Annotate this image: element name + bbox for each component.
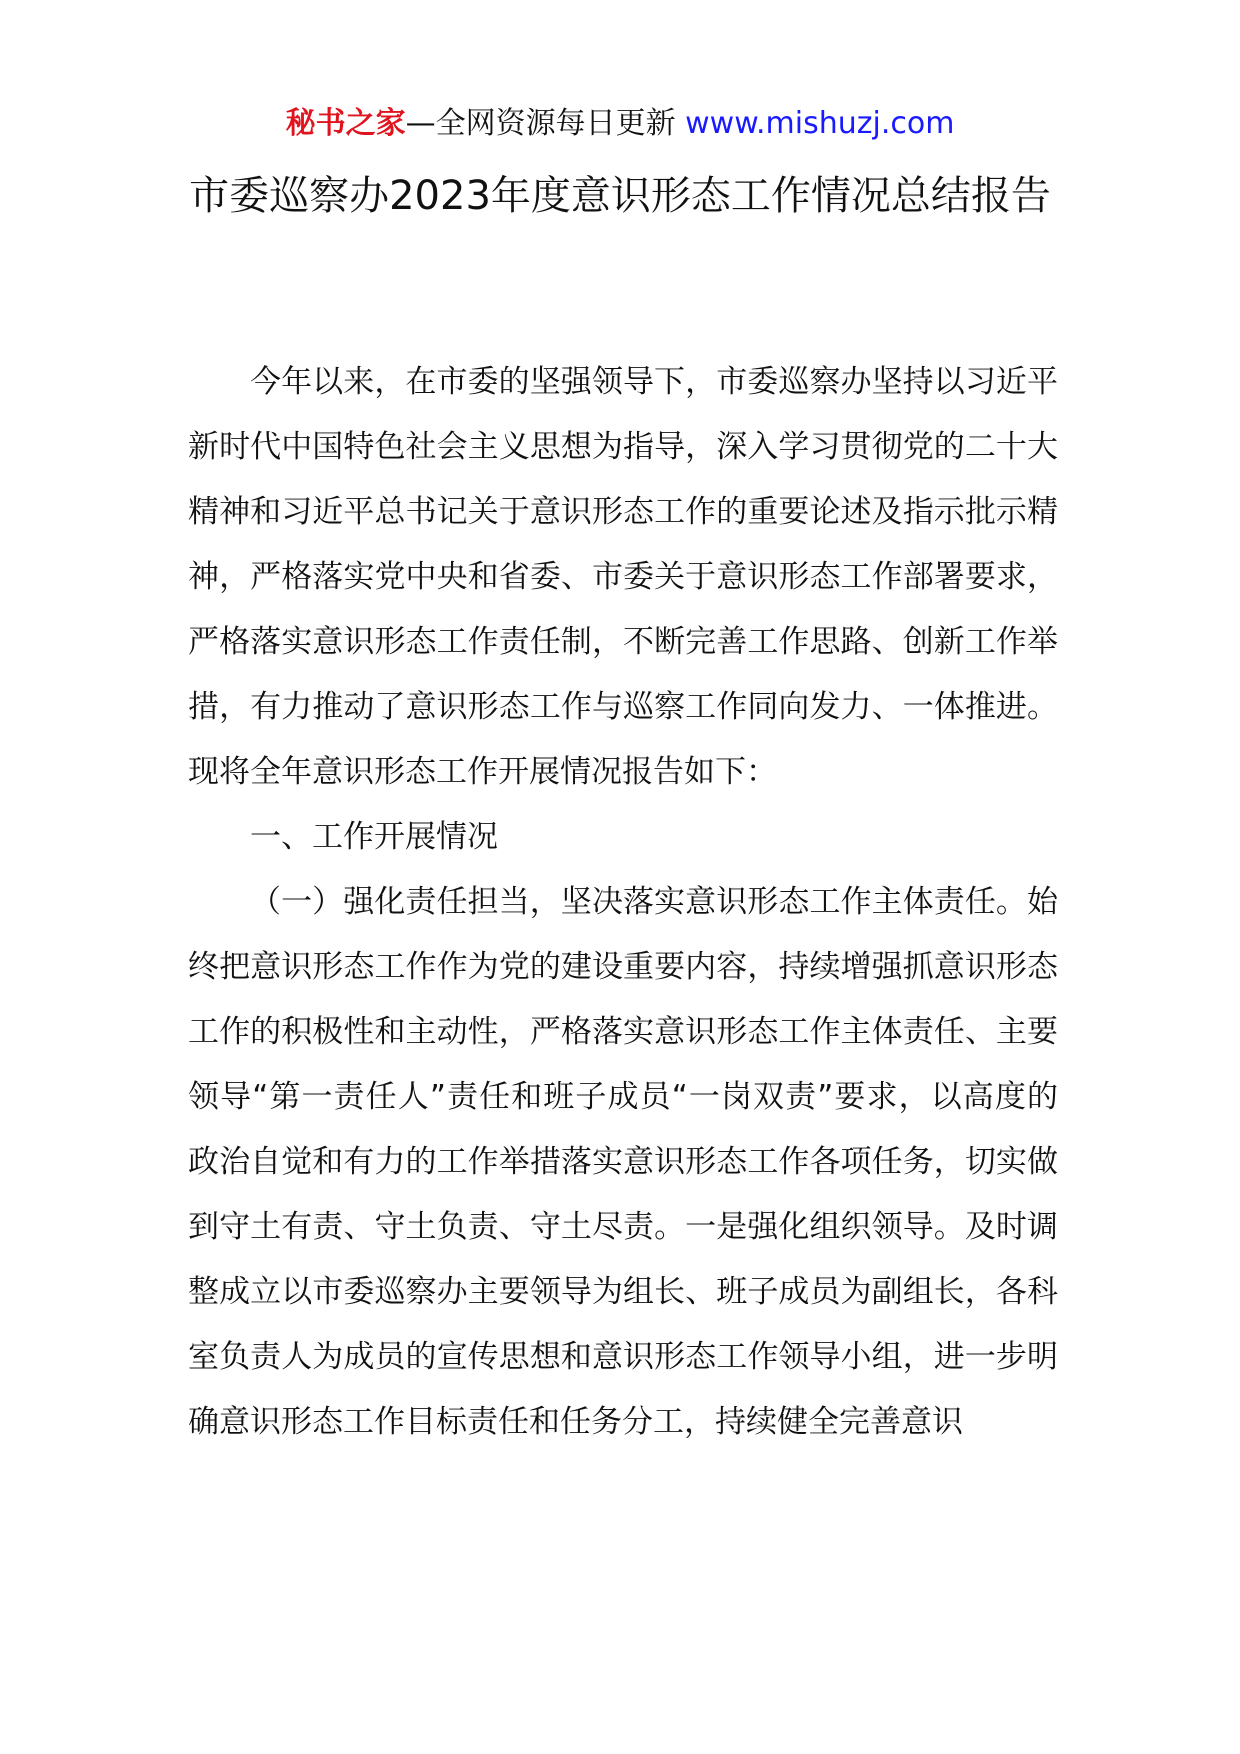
- section-1-heading: 一、工作开展情况: [250, 819, 498, 855]
- section-1-paragraph-1: （一）强化责任担当，坚决落实意识形态工作主体责任。始终把意识形态工作作为党的建设重要内容，持续增强抓意识形态工作的积极性和主动性，严格落实意识形态工作主体责任、主要领导“第一责任人”责任和班子成员“一岗双责”要求，以高度的政治自觉和有力的工作举措落实意识形态工作各项任务，切实做到守土有责、守土负责、守土尽责。一是强化组织领导。及时调整成立以市委巡察办主要领导为组长、班子成员为副组长，各科室负责人为成员的宣传思想和意识形态工作领导小组，进一步明确意识形态工作目标责任和任务分工，持续健全完善意识: [188, 884, 1058, 1440]
- document-title: 市委巡察办2023年度意识形态工作情况总结报告: [189, 173, 1051, 219]
- intro-paragraph: 今年以来，在市委的坚强领导下，市委巡察办坚持以习近平新时代中国特色社会主义思想为指导，深入学习贯彻党的二十大精神和习近平总书记关于意识形态工作的重要论述及指示批示精神，严格落实党中央和省委、市委关于意识形态工作部署要求，严格落实意识形态工作责任制，不断完善工作思路、创新工作举措，有力推动了意识形态工作与巡察工作同向发力、一体推进。现将全年意识形态工作开展情况报告如下：: [188, 364, 1058, 790]
- banner-brand: 秘书之家: [285, 106, 406, 141]
- banner-url[interactable]: www.mishuzj.com: [685, 106, 955, 141]
- site-banner: [0, 100, 1240, 148]
- document-body: [188, 350, 1058, 1455]
- banner-slogan: —全网资源每日更新: [405, 106, 686, 141]
